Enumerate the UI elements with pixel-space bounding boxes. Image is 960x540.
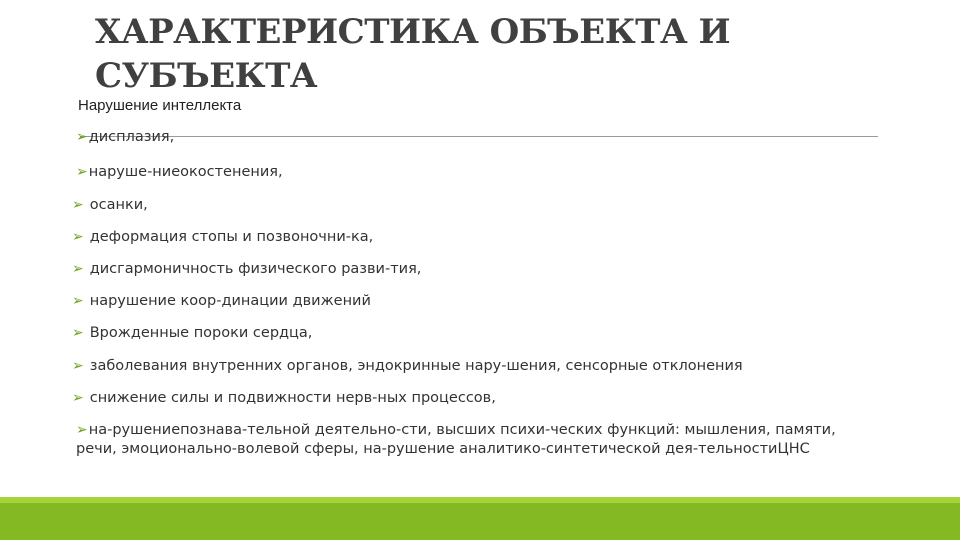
arrow-bullet-icon: ➢: [72, 293, 84, 309]
slide-subtitle: Нарушение интеллекта: [78, 97, 242, 114]
bullet-item: [72, 196, 148, 215]
bullet-item: [72, 292, 371, 311]
arrow-bullet-icon: ➢: [72, 229, 84, 245]
bullet-item: [72, 357, 743, 376]
footer-accent-stripe: [0, 497, 960, 503]
bullet-item: [72, 324, 312, 343]
bullet-text: снижение силы и подвижности нерв-ных процессов,: [89, 390, 496, 406]
bullet-item: [72, 228, 373, 247]
bullet-text: осанки,: [89, 197, 148, 213]
slide-title: ХАРАКТЕРИСТИКА ОБЪЕКТА И СУБЪЕКТА: [95, 12, 731, 96]
arrow-bullet-icon: ➢: [72, 358, 84, 374]
bullet-text: на-рушениепознава-тельной деятельно-сти, высших психи-ческих функций: мышления, памяти, речи, эмоционально-волевой сферы, на-рушение аналитико-синтетической дея-тельностиЦНС: [76, 422, 836, 457]
bullet-text: нарушение коор-динации движений: [89, 293, 371, 309]
bullet-text: деформация стопы и позвоночни-ка,: [89, 229, 374, 245]
bullet-text: наруше-ниеокостенения,: [88, 164, 283, 180]
bullet-item: [76, 163, 283, 182]
footer-accent-bar: [0, 497, 960, 540]
title-divider: [80, 136, 878, 137]
bullet-text: заболевания внутренних органов, эндокринные нару-шения, сенсорные отклонения: [89, 358, 743, 374]
bullet-text: дисплазия,: [88, 129, 175, 145]
arrow-bullet-icon: ➢: [76, 422, 88, 438]
bullet-item: [72, 260, 421, 279]
bullet-item: [76, 421, 876, 459]
bullet-text: Врожденные пороки сердца,: [89, 325, 313, 341]
bullet-item: [76, 128, 174, 147]
bullet-item: [72, 389, 496, 408]
arrow-bullet-icon: ➢: [72, 325, 84, 341]
arrow-bullet-icon: ➢: [72, 390, 84, 406]
bullet-text: дисгармоничность физического разви-тия,: [89, 261, 422, 277]
arrow-bullet-icon: ➢: [76, 129, 88, 145]
arrow-bullet-icon: ➢: [72, 261, 84, 277]
arrow-bullet-icon: ➢: [76, 164, 88, 180]
arrow-bullet-icon: ➢: [72, 197, 84, 213]
